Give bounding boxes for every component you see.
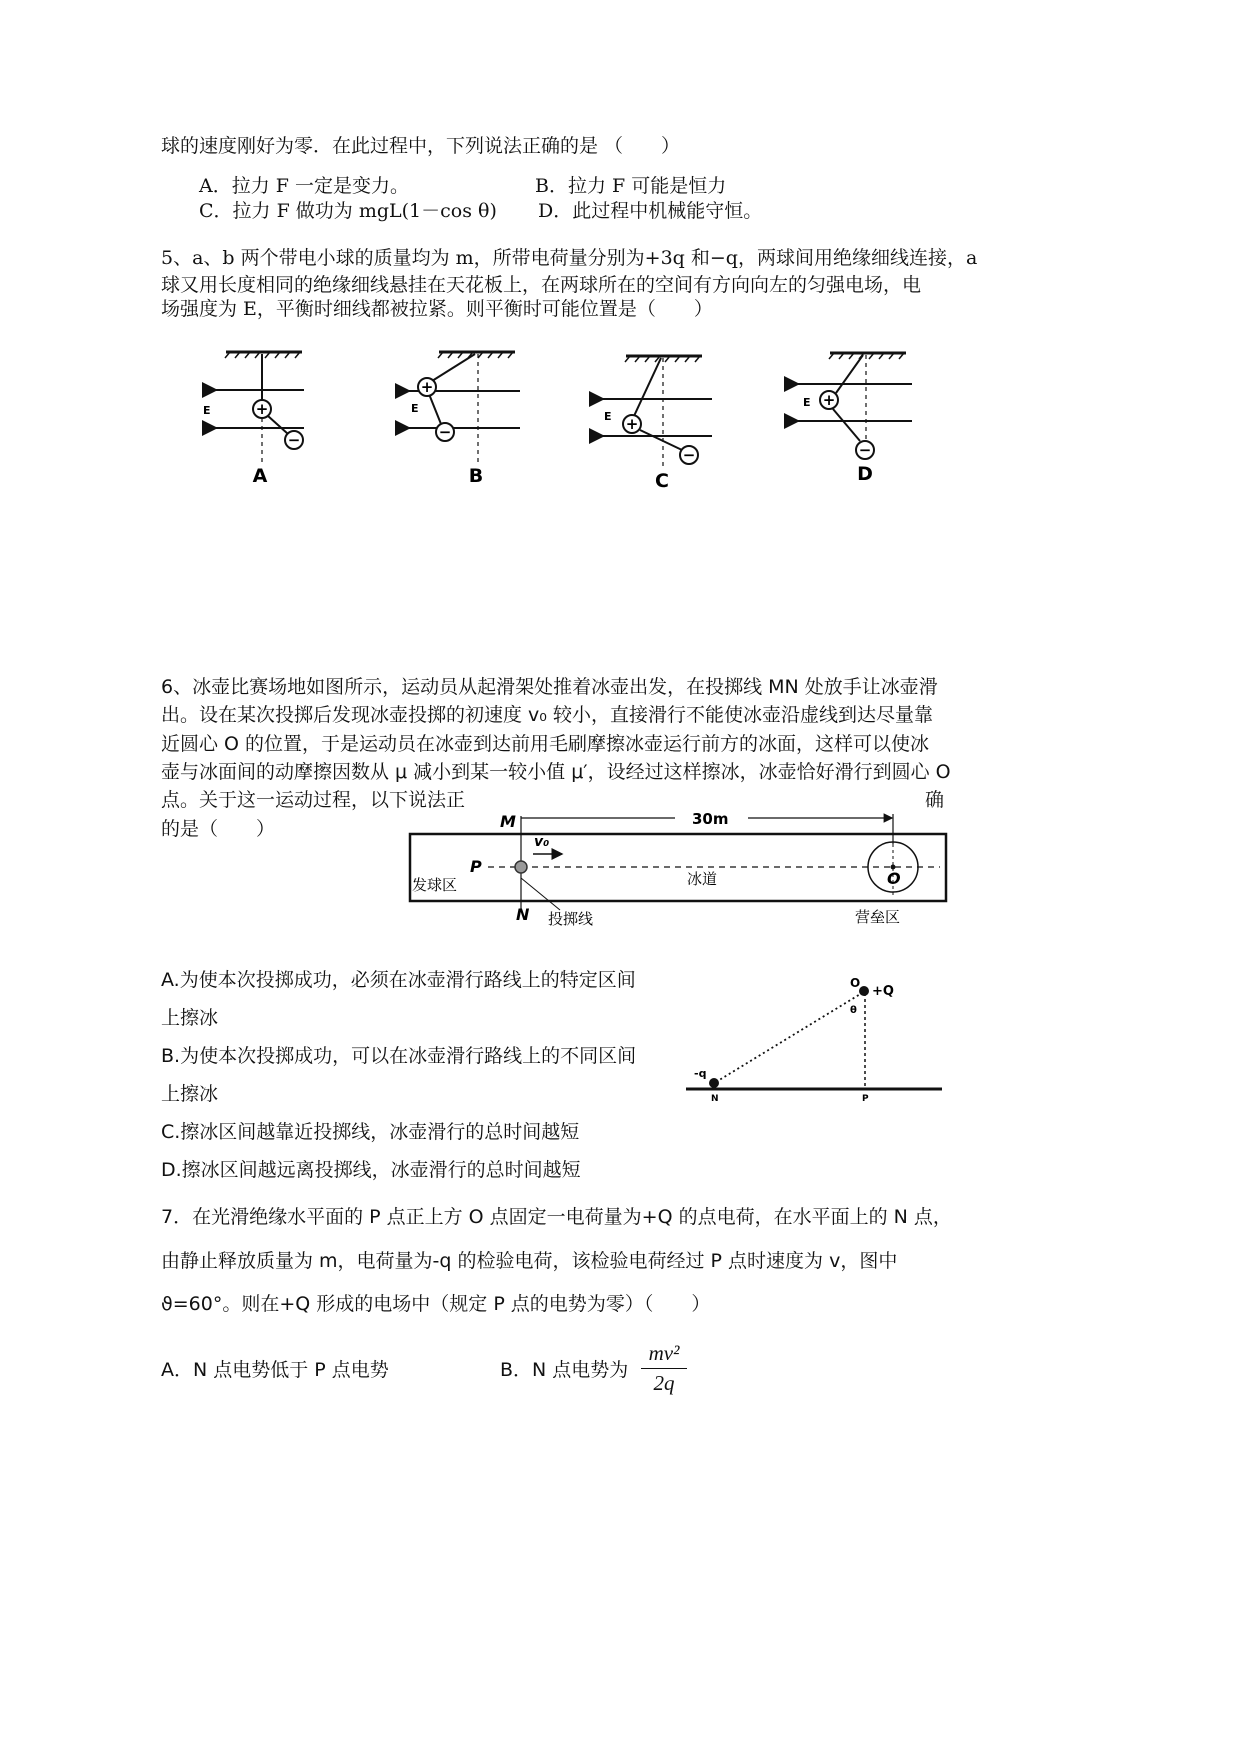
q7-stem-line2: 由静止释放质量为 m，电荷量为-q 的检验电荷，该检验电荷经过 P 点时速度为 v，图中 [161, 1250, 898, 1272]
field-label-c: E [604, 410, 612, 423]
curling-diagram [400, 800, 960, 930]
q5-stem-line2: 球又用长度相同的绝缘细线悬挂在天花板上，在两球所在的空间有方向向左的匀强电场，电 [161, 274, 922, 296]
minus-a: − [287, 431, 301, 449]
minus-c: − [682, 446, 696, 464]
field-label-a: E [203, 404, 211, 417]
charge-plus-q [859, 986, 869, 996]
field-label-b: E [411, 402, 419, 415]
q6-stem-line4: 壶与冰面间的动摩擦因数从 μ 减小到某一较小值 μ′，设经过这样擦冰，冰壶恰好滑行到圆心 O [161, 761, 951, 783]
label-throw-line: 投掷线 [548, 910, 594, 928]
q6-stem-line2: 出。设在某次投掷后发现冰壶投掷的初速度 v₀ 较小，直接滑行不能使冰壶沿虚线到达尽量靠 [161, 704, 933, 726]
q4-option-c: C．拉力 F 做功为 mgL(1－cos θ) [199, 200, 497, 222]
q7-option-a: A．N 点电势低于 P 点电势 [161, 1359, 389, 1381]
oblique-dashed-line [716, 993, 862, 1082]
label-plus-q: +Q [872, 984, 894, 999]
figure-b [409, 352, 520, 462]
figure-label-d: D [857, 463, 873, 485]
q6-stem-line5b: 确 [925, 789, 945, 811]
q4-option-a: A．拉力 F 一定是变力。 [199, 175, 409, 197]
q4-stem: 球的速度刚好为零．在此过程中，下列说法正确的是 （ ） [161, 135, 681, 157]
figure-c [603, 356, 712, 470]
q6-stem-line6: 的是（ ） [161, 818, 276, 840]
label-lane: 冰道 [687, 870, 718, 888]
label-zone-left: 发球区 [412, 876, 458, 894]
q4-option-b: B．拉力 F 可能是恒力 [535, 175, 727, 197]
q6-option-a-line2: 上擦冰 [161, 1007, 219, 1029]
label-n: N [516, 905, 530, 924]
fraction-denominator: 2q [653, 1371, 675, 1395]
label-minus-q: -q [694, 1067, 707, 1080]
label-p7: P [862, 1094, 869, 1104]
q6-option-c: C.擦冰区间越靠近投掷线，冰壶滑行的总时间越短 [161, 1121, 580, 1143]
q4-option-d: D．此过程中机械能守恒。 [538, 200, 763, 222]
plus-c: + [625, 415, 639, 433]
curling-stone [515, 861, 527, 873]
label-m: M [500, 812, 516, 831]
figure-label-a: A [252, 465, 268, 487]
label-n7: N [711, 1094, 719, 1104]
figure-label-b: B [468, 465, 484, 487]
field-label-d: E [803, 396, 811, 409]
charge-figure-q7 [680, 975, 950, 1105]
q7-option-b: B．N 点电势为 [500, 1359, 629, 1381]
minus-b: − [438, 423, 452, 441]
label-p: P [470, 857, 482, 876]
q6-stem-line1: 6、冰壶比赛场地如图所示，运动员从起滑架处推着冰壶出发，在投掷线 MN 处放手让冰壶滑 [161, 676, 938, 698]
q6-stem-line3: 近圆心 O 的位置，于是运动员在冰壶到达前用毛刷摩擦冰壶运行前方的冰面，这样可以使冰 [161, 733, 930, 755]
plus-a: + [255, 400, 269, 418]
q7-stem-line1: 7．在光滑绝缘水平面的 P 点正上方 O 点固定一电荷量为+Q 的点电荷，在水平面上的 N 点， [161, 1206, 952, 1228]
plus-d: + [822, 391, 836, 409]
q7-fraction [641, 1341, 687, 1396]
charge-minus-q [709, 1078, 719, 1088]
label-v0: v₀ [534, 834, 550, 850]
plus-b: + [420, 378, 434, 396]
fraction-numerator: mv² [641, 1341, 687, 1369]
q5-figures [0, 0, 1241, 560]
minus-d: − [858, 441, 872, 459]
q7-stem-line3: ϑ=60°。则在+Q 形成的电场中（规定 P 点的电势为零）（ ） [161, 1293, 711, 1315]
q5-stem-line3: 场强度为 E，平衡时细线都被拉紧。则平衡时可能位置是（ ） [161, 298, 713, 320]
label-o: O [887, 869, 901, 888]
label-theta: θ [850, 1005, 857, 1016]
q6-option-d: D.擦冰区间越远离投掷线，冰壶滑行的总时间越短 [161, 1159, 581, 1181]
label-zone-right: 营垒区 [855, 908, 901, 926]
figure-d [798, 353, 912, 459]
figure-label-c: C [655, 470, 669, 492]
label-o7: O [850, 976, 861, 990]
q6-option-b-line1: B.为使本次投掷成功，可以在冰壶滑行路线上的不同区间 [161, 1045, 637, 1067]
q6-stem-line5a: 点。关于这一运动过程，以下说法正 [161, 789, 466, 811]
q5-stem-line1: 5、a、b 两个带电小球的质量均为 m，所带电荷量分别为+3q 和−q，两球间用绝缘细线连接，a [161, 247, 978, 269]
label-30m: 30m [692, 810, 729, 828]
q6-option-b-line2: 上擦冰 [161, 1083, 219, 1105]
q6-option-a-line1: A.为使本次投掷成功，必须在冰壶滑行路线上的特定区间 [161, 969, 636, 991]
